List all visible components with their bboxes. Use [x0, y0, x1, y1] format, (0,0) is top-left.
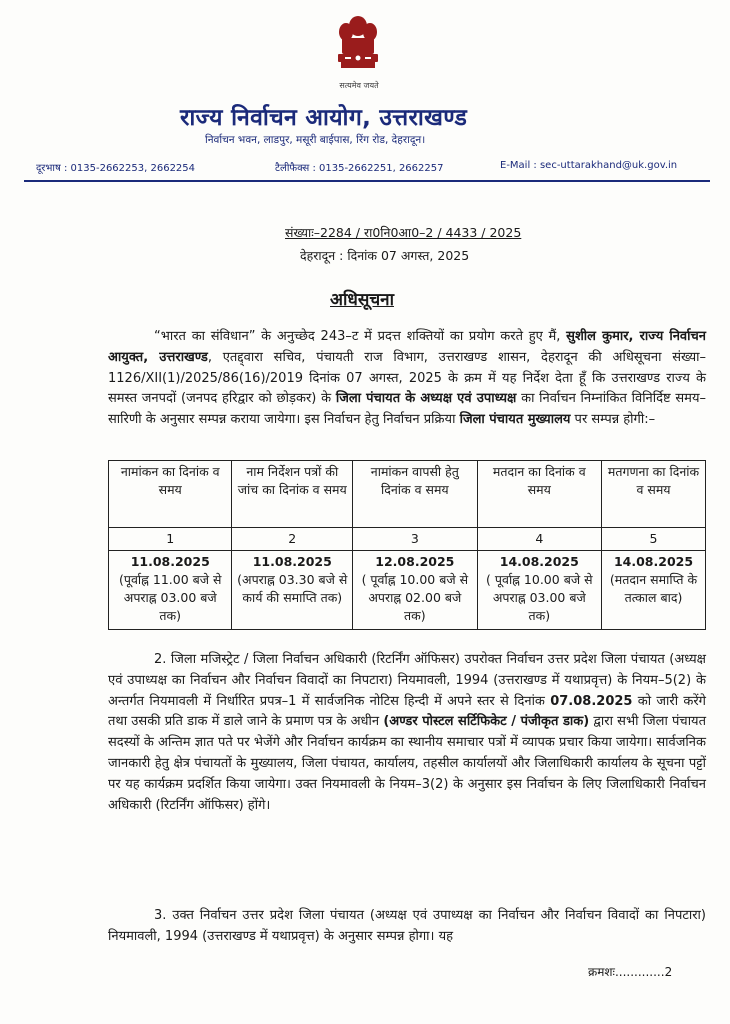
table-header: मतगणना का दिनांक व समय — [602, 461, 706, 528]
phone-number: दूरभाष : 0135-2662253, 2662254 — [36, 163, 196, 174]
schedule-cell — [477, 551, 601, 630]
para2-text-2: को जारी करेंगे तथा उसकी प्रति डाक में डाले जाने के प्रमाण पत्र के अधीन — [108, 693, 706, 730]
paragraph-3: 3. उक्त निर्वाचन उत्तर प्रदेश जिला पंचायत (अध्यक्ष एवं उपाध्यक्ष का निर्वाचन और निर्वाचन विवादों का निपटारा) नियमावली, 1994 (उत्तराखण्ड में यथाप्रवृत्त) के अनुसार सम्पन्न होगा। यह — [108, 908, 706, 944]
para2-notice-date: 07.08.2025 — [550, 693, 633, 709]
schedule-cell — [232, 551, 353, 630]
continued-marker: क्रमशः.............2 — [588, 965, 673, 979]
issue-date: देहरादून : दिनांक 07 अगस्त, 2025 — [300, 248, 470, 263]
para2-postal-mode: (अण्डर पोस्टल सर्टिफिकेट / पंजीकृत डाक) — [383, 714, 590, 730]
para1-text-3: का निर्वाचन निम्नांकित विनिर्दिष्ट समय–सारिणी के अनुसार सम्पन्न कराया जायेगा। इस निर्वाचन हेतु निर्वाचन प्रक्रिया — [108, 391, 706, 428]
para2-text-1: 2. जिला मजिस्ट्रेट / जिला निर्वाचन अधिकारी (रिटर्निंग ऑफिसर) उपरोक्त निर्वाचन उत्तर प्रदेश जिला पंचायत (अध्यक्ष एवं उपाध्यक्ष का निर्वाचन और निर्वाचन विवादों का निपटारा) नियमावली, 1994 (उत्तराखण्ड में यथाप्रवृत्त) के नियम–5(2) के अन्तर्गत नियमावली में निर्धारित प्रपत्र–1 में सार्वजनिक नोटिस हिन्दी में अपने स्तर से दिनांक — [108, 652, 706, 709]
election-schedule-table — [108, 460, 706, 630]
table-header: नामांकन वापसी हेतु दिनांक व समय — [353, 461, 477, 528]
schedule-date: 14.08.2025 — [499, 554, 579, 569]
table-header: मतदान का दिनांक व समय — [477, 461, 601, 528]
column-number: 4 — [477, 528, 601, 551]
table-header: नामांकन का दिनांक व समय — [109, 461, 232, 528]
organization-address: निर्वाचन भवन, लाडपुर, मसूरी बाईपास, रिंग रोड, देहरादून। — [205, 134, 426, 146]
notification-heading: अधिसूचना — [330, 290, 394, 310]
para1-venue: जिला पंचायत मुख्यालय — [459, 412, 571, 428]
para2-text-3: द्वारा सभी जिला पंचायत सदस्यों के अन्तिम ज्ञात पते पर भेजेंगे और निर्वाचन कार्यक्रम का स्थानीय समाचार पत्रों में व्यापक प्रचार किया जायेगा। सार्वजनिक जानकारी हेतु क्षेत्र पंचायतों के मुख्यालय, जिला पंचायत, कार्यालय, तहसील कार्यालयों और जिलाधिकारी कार्यालय के सूचना पट्टों पर यह कार्यक्रम प्रदर्शित किया जायेगा। उक्त नियमावली के नियम–3(2) के अनुसार इस निर्वाचन के लिए जिलाधिकारी निर्वाचन अधिकारी (रिटर्निंग ऑफिसर) होंगे। — [108, 714, 707, 813]
schedule-date: 11.08.2025 — [252, 554, 332, 569]
paragraph-2 — [108, 650, 706, 816]
column-number: 2 — [232, 528, 353, 551]
para1-text-4: पर सम्पन्न होगी:– — [570, 412, 656, 428]
schedule-date: 11.08.2025 — [130, 554, 210, 569]
fax-number: टैलीफैक्स : 0135-2662251, 2662257 — [275, 163, 444, 174]
column-number: 5 — [602, 528, 706, 551]
schedule-time: (मतदान समाप्ति के तत्काल बाद) — [609, 572, 698, 605]
schedule-cell — [602, 551, 706, 630]
emblem-motto: सत्यमेव जयते — [339, 81, 379, 90]
schedule-time: (अपराह्न 03.30 बजे से कार्य की समाप्ति तक) — [237, 572, 348, 605]
schedule-cell — [353, 551, 477, 630]
paragraph-1 — [108, 327, 706, 431]
schedule-date: 12.08.2025 — [375, 554, 455, 569]
para1-commissioner-name: सुशील कुमार, राज्य निर्वाचन आयुक्त, उत्तराखण्ड — [108, 329, 706, 365]
email-address: E-Mail : sec-uttarakhand@uk.gov.in — [500, 160, 678, 171]
column-number: 1 — [109, 528, 232, 551]
national-emblem-icon — [333, 12, 383, 80]
para1-posts: जिला पंचायत के अध्यक्ष एवं उपाध्यक्ष — [335, 391, 517, 407]
schedule-date: 14.08.2025 — [613, 554, 694, 569]
schedule-time: ( पूर्वाह्न 10.00 बजे से अपराह्न 03.00 बजे तक) — [486, 572, 593, 623]
schedule-time: ( पूर्वाह्न 10.00 बजे से अपराह्न 02.00 बजे तक) — [361, 572, 469, 623]
reference-number: संख्याः–2284 / रा0नि0आ0–2 / 4433 / 2025 — [285, 225, 522, 240]
para1-text-2: , एतद्द्वारा सचिव, पंचायती राज विभाग, उत्तराखण्ड शासन, देहरादून की अधिसूचना संख्या–1126/XII(1)/2025/86(16)/2019 दिनांक 07 अगस्त, 2025 के क्रम में यह निर्देश देता हूँ कि उत्तराखण्ड राज्य के समस्त जनपदों (जनपद हरिद्वार को छोड़कर) के — [108, 349, 707, 407]
schedule-time: (पूर्वाह्न 11.00 बजे से अपराह्न 03.00 बजे तक) — [118, 572, 222, 623]
para1-text-1: “भारत का संविधान” के अनुच्छेद 243–ट में प्रदत्त शक्तियों का प्रयोग करते हुए मैं, — [154, 329, 567, 344]
table-header: नाम निर्देशन पत्रों की जांच का दिनांक व समय — [232, 461, 353, 528]
organization-name: राज्य निर्वाचन आयोग, उत्तराखण्ड — [180, 105, 468, 131]
letterhead-divider — [24, 180, 710, 182]
column-number: 3 — [353, 528, 477, 551]
schedule-cell — [109, 551, 232, 630]
